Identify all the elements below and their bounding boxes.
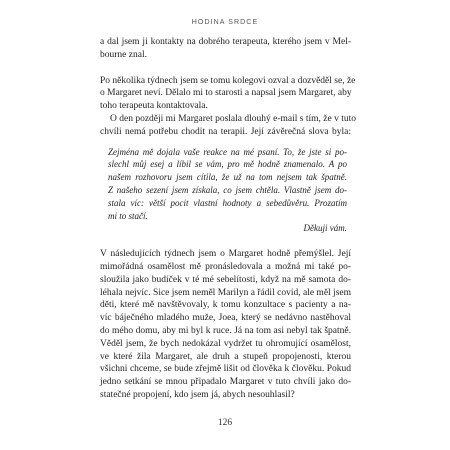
page-number: 126 — [217, 418, 233, 428]
body-text — [100, 36, 356, 402]
text-line: víc báječného mladého muže, Joea, který se nedávno nastěhoval — [100, 313, 351, 324]
text-line: děti, které mě navštěvovaly, k tomu konzultace s pacienty a na- — [100, 300, 351, 311]
quote-line: Z našeho sezení jsem získala, co jsem chtěla. Vlastně jsem do- — [108, 184, 347, 195]
quote-line: Zejména mě dojala vaše reakce na mé psaní. To, že jste si po- — [108, 146, 347, 157]
text-line: a dal jsem ji kontakty na dobrého terapeuta, kterého jsem v Mel- — [100, 37, 351, 47]
text-line: mimořádná osamělost mě pronásledovala a možná mi také po- — [100, 261, 351, 272]
text-line: Věděl jsem, že bych nedokázal vydržet tu ohromující osamělost, — [100, 338, 351, 349]
text-line: Po několika týdnech jsem se tomu kolegovi ozval a dozvěděl se, že — [100, 75, 356, 86]
text-line: toho terapeuta kontaktovala. — [100, 101, 208, 112]
text-line: jedno setkání se mnou připadalo Margaret v tuto chvíli jako do- — [100, 377, 351, 388]
text-line: o Margaret neví. Dělalo mi to starosti a napsal jsem Margaret, aby — [100, 88, 352, 99]
text-line: chvíli nemá potřebu chodit na terapii. Její závěrečná slova byla: — [100, 126, 351, 137]
text-line: léhala nejvíc. Sice jsem neměl Marilyn a řádil covid, ale měl jsem — [100, 287, 351, 298]
running-head: HODINA SRDCE — [191, 19, 259, 26]
quote-signoff: Děkuji vám. — [303, 223, 347, 234]
text-line: do mého domu, aby mi byl k ruce. Já na tom asi nebyl tak špatně. — [100, 325, 351, 336]
text-line: statečné propojení, kdo jsem já, abych nesouhlasil? — [100, 389, 295, 400]
paragraph — [100, 36, 351, 62]
paragraph — [100, 248, 351, 402]
quote-line: slechl můj esej a líbil se vám, pro mě hodně znamenalo. A po — [108, 159, 347, 170]
text-line: ve které žila Margaret, ale druh a stupeň propojenosti, kterou — [100, 351, 351, 362]
quote-line: stala víc: větší pocit vlastní hodnoty a sebedůvěru. Prozatím — [108, 197, 347, 208]
text-line: sloužila jako budíček v té mé sebelítosti, když na mě samota do- — [100, 274, 351, 285]
text-line: všichni chceme, se bude zřejmě lišit od člověka k člověku. Pokud — [100, 364, 351, 375]
quote-line: mi to stačí. — [108, 210, 148, 221]
block-quote — [100, 146, 351, 236]
quote-line: našem rozhovoru jsem cítila, že už na tom nejsem tak špatně. — [108, 172, 347, 183]
text-line: O den později mi Margaret poslala dlouhý e-mail s tím, že v tuto — [110, 113, 356, 124]
text-line: V následujících týdnech jsem o Margaret hodně přemýšlel. Její — [100, 249, 351, 260]
paragraph — [100, 75, 356, 113]
paragraph — [100, 113, 356, 139]
text-line: bourne znal. — [100, 49, 147, 60]
